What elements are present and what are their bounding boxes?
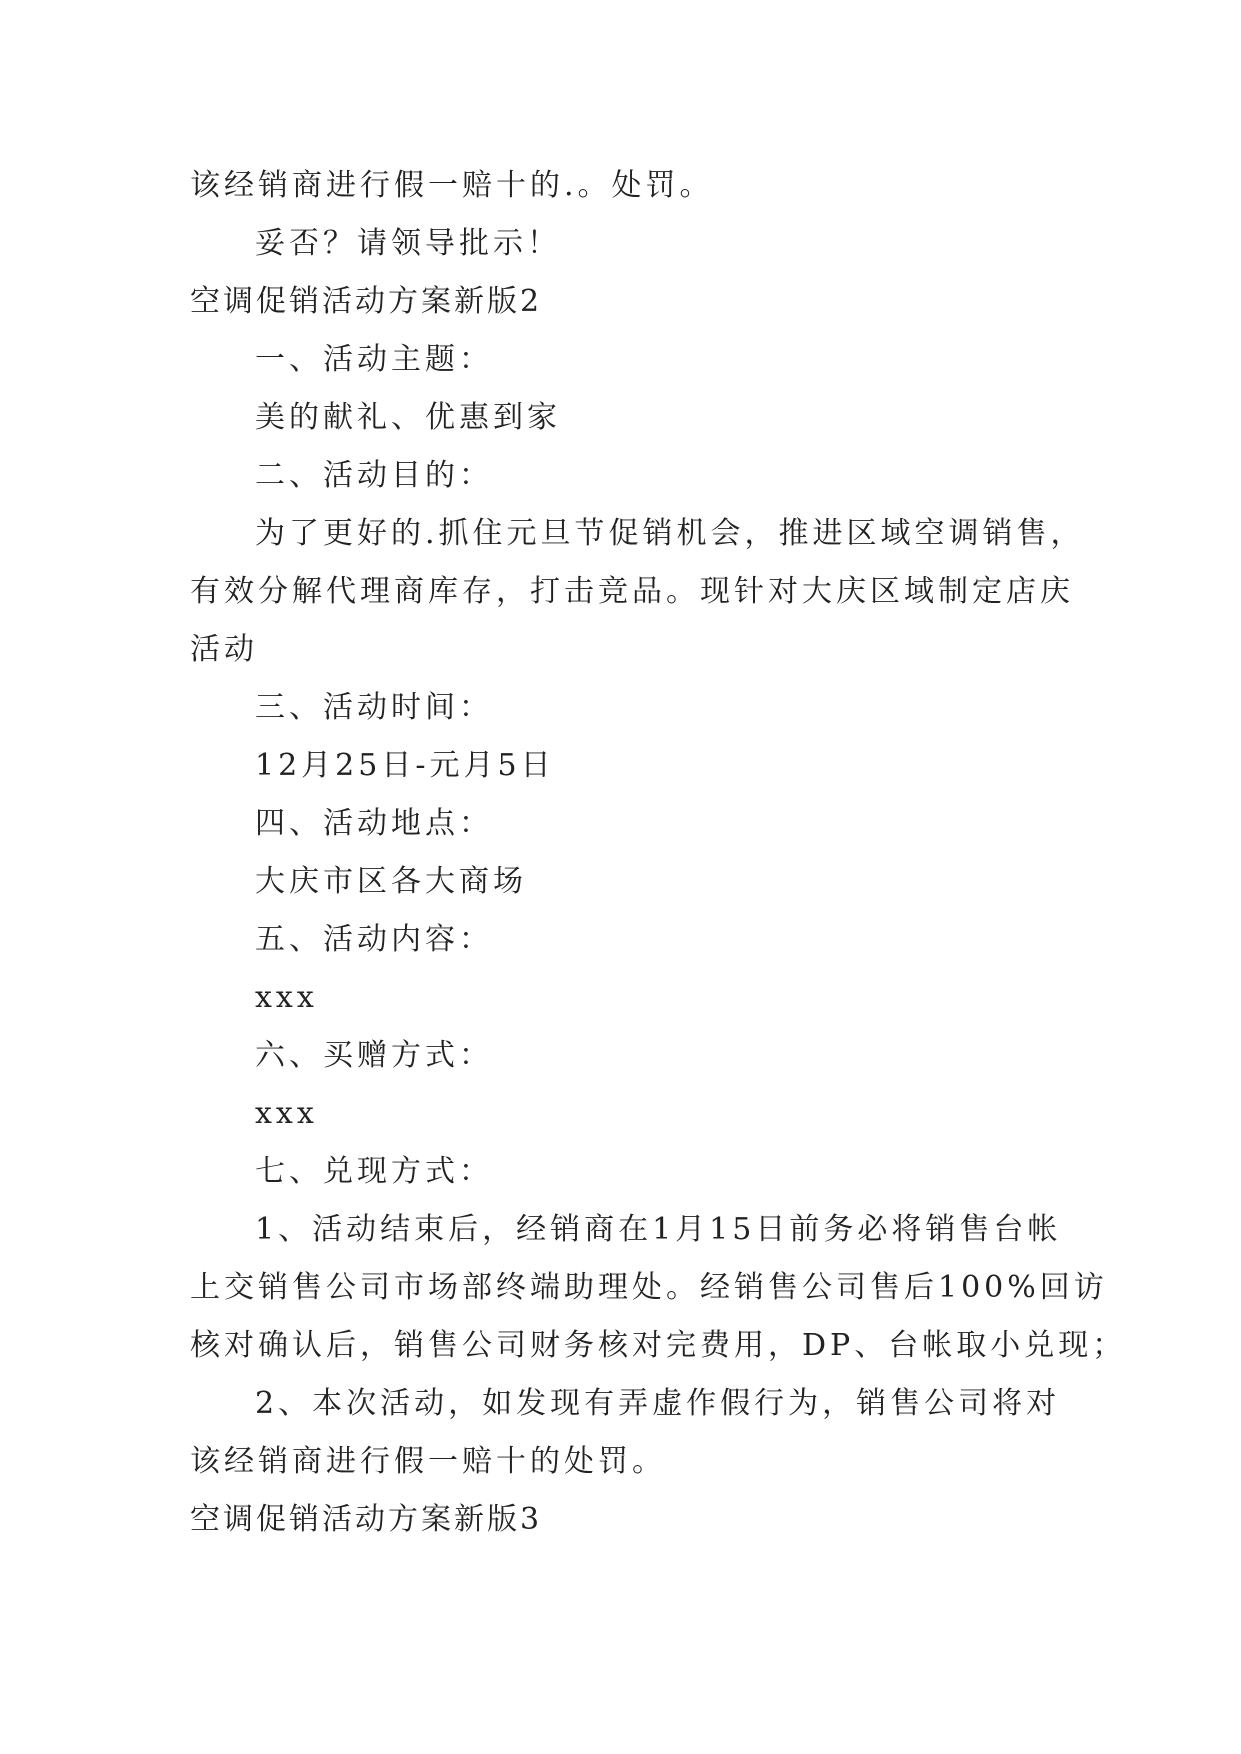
text-line: 活动 (190, 632, 258, 667)
text-line: 三、活动时间： (255, 690, 493, 725)
text-line: 美的献礼、优惠到家 (255, 400, 561, 435)
text-line: 大庆市区各大商场 (255, 864, 527, 899)
text-line: 七、兑现方式： (255, 1154, 493, 1189)
text-line: 核对确认后，销售公司财务核对完费用，DP、台帐取小兑现； (190, 1328, 1127, 1363)
text-line: 四、活动地点： (255, 806, 493, 841)
text-line: 1、活动结束后，经销商在1月15日前务必将销售台帐 (255, 1212, 1062, 1247)
text-line: 为了更好的.抓住元旦节促销机会，推进区域空调销售， (255, 516, 1085, 551)
section-heading: 空调促销活动方案新版2 (190, 284, 543, 319)
text-line: 2、本次活动，如发现有弄虚作假行为，销售公司将对 (255, 1386, 1061, 1421)
text-line: 六、买赠方式： (255, 1038, 493, 1073)
section-heading: 空调促销活动方案新版3 (190, 1502, 543, 1537)
text-line: xxx (255, 1096, 318, 1131)
text-line: 有效分解代理商库存，打击竞品。现针对大庆区域制定店庆 (190, 574, 1074, 609)
text-line: 五、活动内容： (255, 922, 493, 957)
text-line: 一、活动主题： (255, 342, 493, 377)
text-line: 该经销商进行假一赔十的处罚。 (190, 1444, 666, 1479)
text-line: xxx (255, 980, 318, 1015)
text-line: 12月25日-元月5日 (255, 748, 555, 783)
text-line: 妥否？请领导批示！ (255, 226, 561, 261)
text-line: 二、活动目的： (255, 458, 493, 493)
text-line: 该经销商进行假一赔十的.。处罚。 (190, 168, 714, 203)
text-line: 上交销售公司市场部终端助理处。经销售公司售后100%回访 (190, 1270, 1108, 1305)
